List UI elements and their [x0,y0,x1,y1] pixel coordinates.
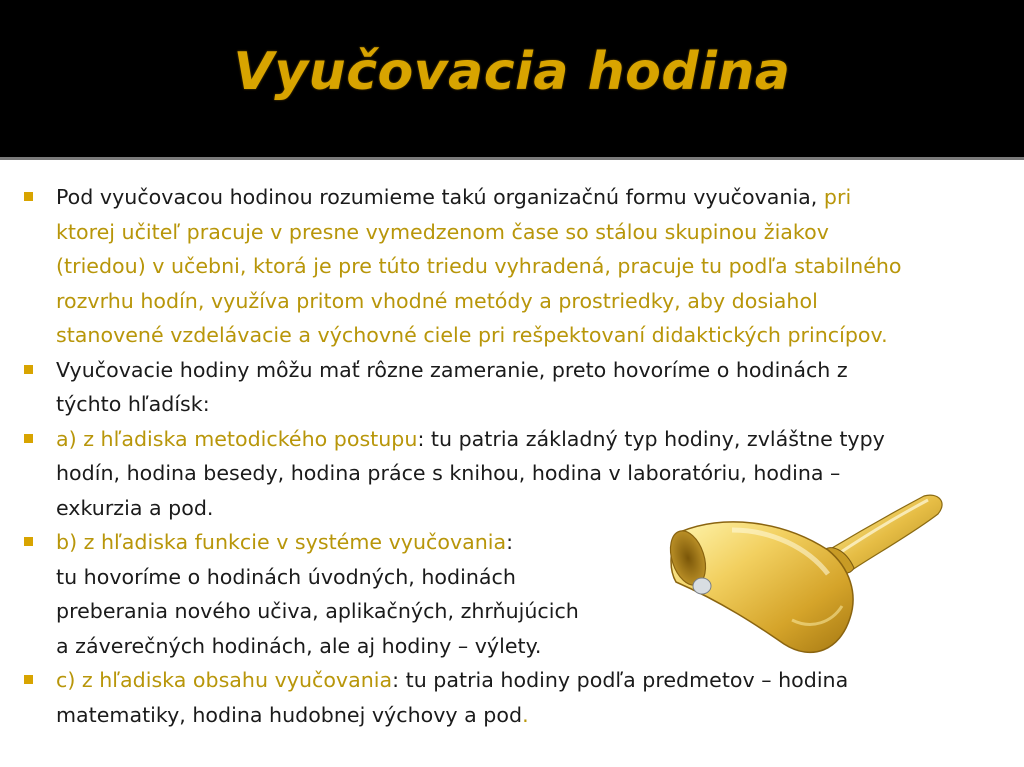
bullet-marker [24,192,33,201]
text-line: : tu patria základný typ hodiny, zvláštne typy [417,426,885,451]
text-line: hodín, hodina besedy, hodina práce s knihou, hodina v laboratóriu, hodina – [56,461,841,485]
text-highlight: . [522,702,529,727]
text-highlight: pri [823,185,852,209]
text-line: Vyučovacie hodiny môžu mať rôzne zameranie, preto hovoríme o hodinách z [56,357,848,382]
slide-content [0,160,1024,767]
bullet-marker [24,675,33,684]
bullet-item-1 [22,180,972,353]
text-line: : tu patria hodiny podľa predmetov – hodina [392,668,849,692]
slide-title: Vyučovacia hodina [233,42,791,102]
text-line: Pod vyučovacou hodinou rozumieme takú organizačnú formu vyučovania, [56,185,824,209]
text-line: (triedou) v učebni, ktorá je pre túto triedu vyhradená, pracuje tu podľa stabilného [56,254,902,278]
bullet-item-2 [22,353,972,422]
text-line: týchto hľadísk: [56,392,210,416]
title-band [0,0,1024,160]
text-line: preberania nového učiva, aplikačných, zhrňujúcich [56,599,579,623]
bullet-marker [24,365,33,374]
text-line: stanovené vzdelávacie a výchovné ciele pri rešpektovaní didaktických princípov. [56,323,888,347]
bell-icon [662,490,948,680]
text-line: a záverečných hodinách, ale aj hodiny – výlety. [56,633,542,658]
text-line: matematiky, hodina hudobnej výchovy a pod [56,702,523,727]
text-highlight: a) z hľadiska metodického postupu [56,426,418,451]
text-line: ktorej učiteľ pracuje v presne vymedzenom čase so stálou skupinou žiakov [56,219,829,244]
text-highlight: c) z hľadiska obsahu vyučovania [56,668,393,692]
text-highlight: b) z hľadiska funkcie v systéme vyučovania [56,530,507,554]
text-line: : [506,530,514,554]
text-line: rozvrhu hodín, využíva pritom vhodné metódy a prostriedky, aby dosiahol [56,288,818,313]
text-line: tu hovoríme o hodinách úvodných, hodinách [56,564,516,589]
bullet-marker [24,434,33,443]
bullet-marker [24,537,33,546]
text-line: exkurzia a pod. [56,495,214,520]
